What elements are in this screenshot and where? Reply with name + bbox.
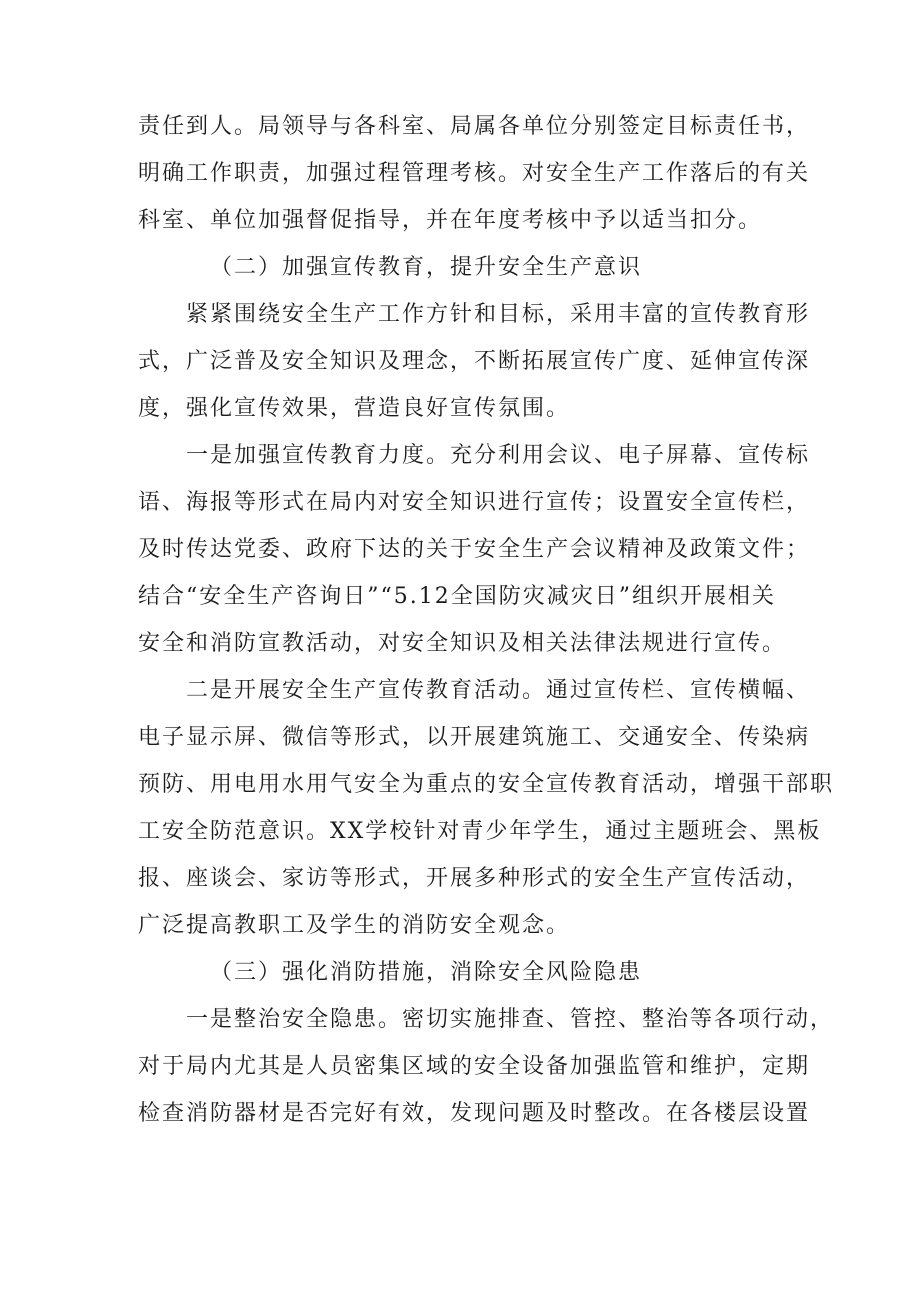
section-heading: （二）加强宣传教育，提升安全生产意识: [210, 255, 643, 280]
paragraph-first-line: 二是开展安全生产宣传教育活动。通过宣传栏、宣传横幅、: [186, 678, 811, 703]
text-line: 预防、用电用水用气安全为重点的安全宣传教育活动，增强干部职: [138, 772, 835, 797]
text-line: 检查消防器材是否完好有效，发现问题及时整改。在各楼层设置: [138, 1101, 811, 1126]
text-line: 对于局内尤其是人员密集区域的安全设备加强监管和维护，定期: [138, 1054, 811, 1079]
paragraph-first-line: 紧紧围绕安全生产工作方针和目标，采用丰富的宣传教育形: [186, 302, 811, 327]
document-body: [138, 103, 835, 1137]
text-line: 工安全防范意识。XX学校针对青少年学生，通过主题班会、黑板: [138, 819, 822, 844]
text-line: 科室、单位加强督促指导，并在年度考核中予以适当扣分。: [138, 208, 763, 233]
text-line: 安全和消防宣教活动，对安全知识及相关法律法规进行宣传。: [138, 631, 787, 656]
text-line: 式，广泛普及安全知识及理念，不断拓展宣传广度、延伸宣传深: [138, 349, 811, 374]
text-line: 电子显示屏、微信等形式，以开展建筑施工、交通安全、传染病: [138, 725, 811, 750]
text-line: 广泛提高教职工及学生的消防安全观念。: [138, 913, 571, 938]
paragraph-first-line: 一是加强宣传教育力度。充分利用会议、电子屏幕、宣传标: [186, 443, 811, 468]
text-line: 报、座谈会、家访等形式，开展多种形式的安全生产宣传活动，: [138, 866, 811, 891]
paragraph-first-line: 一是整治安全隐患。密切实施排查、管控、整治等各项行动，: [186, 1007, 835, 1032]
text-line: 明确工作职责，加强过程管理考核。对安全生产工作落后的有关: [138, 161, 811, 186]
text-line: 责任到人。局领导与各科室、局属各单位分别签定目标责任书，: [138, 114, 811, 139]
text-line: 结合“安全生产咨询日”“5.12全国防灾减灾日”组织开展相关: [138, 584, 776, 609]
section-heading: （三）强化消防措施，消除安全风险隐患: [210, 960, 643, 985]
text-line: 度，强化宣传效果，营造良好宣传氛围。: [138, 396, 571, 421]
text-line: 及时传达党委、政府下达的关于安全生产会议精神及政策文件；: [138, 537, 811, 562]
text-line: 语、海报等形式在局内对安全知识进行宣传；设置安全宣传栏，: [138, 490, 811, 515]
